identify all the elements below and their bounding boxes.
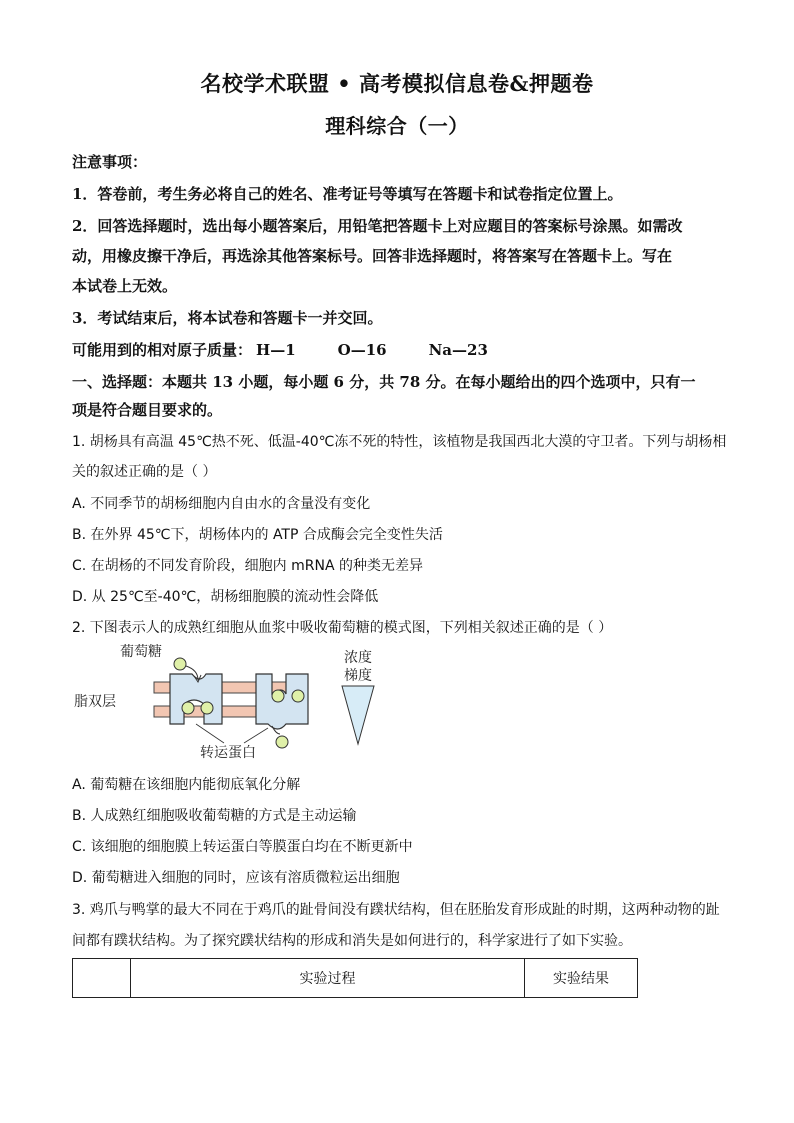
question-2-option-a: A. 葡萄糖在该细胞内能彻底氧化分解 <box>72 777 301 793</box>
question-1-option-d: D. 从 25℃至-40℃，胡杨细胞膜的流动性会降低 <box>72 589 379 605</box>
experiment-table <box>72 958 638 998</box>
question-1-stem: 1. 胡杨具有高温 45℃热不死、低温-40℃冻不死的特性，该植物是我国西北大漠的守卫者。下列与胡杨相 <box>72 434 727 450</box>
question-1-option-c: C. 在胡杨的不同发育阶段，细胞内 mRNA 的种类无差异 <box>72 558 423 574</box>
notice-item: 2．回答选择题时，选出每小题答案后，用铅笔把答题卡上对应题目的答案标号涂黑。如需改 <box>72 217 683 235</box>
glucose-molecule <box>201 702 213 714</box>
notice-item: 动，用橡皮擦干净后，再选涂其他答案标号。回答非选择题时，将答案写在答题卡上。写在 <box>72 247 673 265</box>
glucose-molecule <box>276 736 288 748</box>
atomic-mass-label: 可能用到的相对原子质量： <box>72 341 253 359</box>
notice-item: 3．考试结束后，将本试卷和答题卡一并交回。 <box>72 309 383 327</box>
glucose-transport-diagram <box>72 644 392 772</box>
question-2-option-b: B. 人成熟红细胞吸收葡萄糖的方式是主动运输 <box>72 808 357 824</box>
table-header-cell: 实验结果 <box>525 959 638 998</box>
question-1-option-a: A. 不同季节的胡杨细胞内自由水的含量没有变化 <box>72 496 371 512</box>
gradient-label: 浓度 <box>344 650 372 666</box>
question-3-stem: 3. 鸡爪与鸭掌的最大不同在于鸡爪的趾骨间没有蹼状结构，但在胚胎发育形成趾的时期，这两种动物的趾 <box>72 902 720 918</box>
atomic-mass-line <box>72 340 724 360</box>
transport-protein-label: 转运蛋白 <box>200 745 256 761</box>
question-3-stem: 间都有蹼状结构。为了探究蹼状结构的形成和消失是如何进行的，科学家进行了如下实验。 <box>72 933 632 949</box>
glucose-label: 葡萄糖 <box>120 644 162 660</box>
notice-item: 1．答卷前，考生务必将自己的姓名、准考证号等填写在答题卡和试卷指定位置上。 <box>72 185 623 203</box>
question-2-option-c: C. 该细胞的细胞膜上转运蛋白等膜蛋白均在不断更新中 <box>72 839 413 855</box>
section-heading: 一、选择题：本题共 13 小题，每小题 6 分，共 78 分。在每小题给出的四个选项中，只有一 <box>72 373 696 391</box>
glucose-molecule <box>174 658 186 670</box>
question-2-stem: 2. 下图表示人的成熟红细胞从血浆中吸收葡萄糖的模式图，下列相关叙述正确的是（ ） <box>72 620 613 636</box>
table-header-cell: 实验过程 <box>131 959 525 998</box>
question-1-option-b: B. 在外界 45℃下，胡杨体内的 ATP 合成酶会完全变性失活 <box>72 527 443 543</box>
question-2-option-d: D. 葡萄糖进入细胞的同时，应该有溶质微粒运出细胞 <box>72 870 400 886</box>
table-row <box>73 959 638 998</box>
glucose-molecule <box>182 702 194 714</box>
exam-subtitle: 理科综合（一） <box>325 114 469 138</box>
table-header-cell <box>73 959 131 998</box>
notice-heading: 注意事项： <box>72 153 148 171</box>
glucose-molecule <box>272 690 284 702</box>
question-1-stem: 关的叙述正确的是（ ） <box>72 464 217 480</box>
glucose-molecule <box>292 690 304 702</box>
notice-item: 本试卷上无效。 <box>72 277 178 295</box>
exam-title: 名校学术联盟 • 高考模拟信息卷&押题卷 <box>200 71 594 96</box>
atomic-mass-value: H—1 <box>256 341 296 359</box>
section-heading: 项是符合题目要求的。 <box>72 401 223 419</box>
gradient-label: 梯度 <box>344 668 372 684</box>
atomic-mass-value: Na—23 <box>428 341 488 359</box>
atomic-mass-value: O—16 <box>337 341 387 359</box>
lipid-bilayer-label: 脂双层 <box>74 694 116 710</box>
concentration-gradient-triangle <box>342 686 374 744</box>
